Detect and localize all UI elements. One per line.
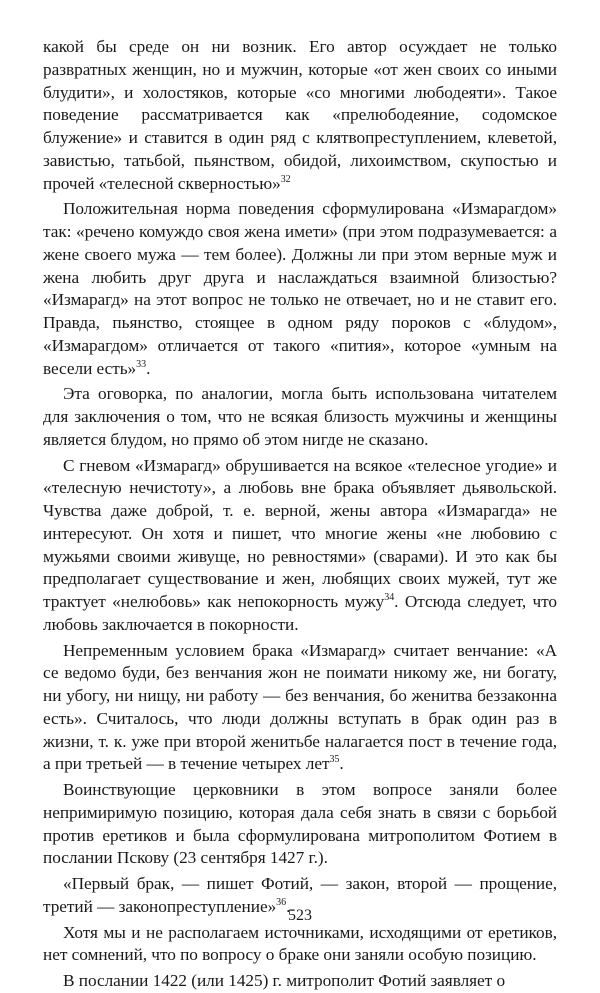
paragraph-8: Хотя мы и не располагаем источниками, исходящими от еретиков, нет сомнений, что по вопросу о браке они заняли особую позицию. bbox=[43, 922, 557, 965]
footnote-ref-33: 33 bbox=[136, 358, 147, 370]
footnote-ref-36: 36 bbox=[276, 896, 287, 908]
paragraph-9: В послании 1422 (или 1425) г. митрополит Фотий заявляет о bbox=[63, 971, 506, 990]
paragraph-4: С гневом «Измарагд» обрушивается на всякое «телесное угодие» и «телесную нечистоту», а любовь вне брака объявляет дьявольской. Чувства даже доброй, т. е. верной, жены автора «Измарагда» не интересуют. Он хотя и пишет, что многие жены «не любовию с мужьями своими живуще, но ревностями» (сварами). И это как бы предполагает существование и жен, любящих своих мужей, тут же трактует «нелюбовь» как непокорность мужу$^{34}$. Отсюда следует, что любовь заключается в покорности. bbox=[43, 455, 557, 634]
paragraph-6: Воинствующие церковники в этом вопросе заняли более непримиримую позицию, которая дала себя знать в связи с борьбой против еретиков и была сформулирована митрополитом Фотием в послании Пскову (23 сентября 1427 г.). bbox=[43, 780, 557, 868]
footnote-ref-35: 35 bbox=[329, 754, 340, 766]
page-number: 523 bbox=[288, 907, 312, 924]
footnote-ref-34: 34 bbox=[384, 592, 395, 604]
body-text bbox=[43, 36, 557, 993]
paragraph-3: Эта оговорка, по аналогии, могла быть использована читателем для заключения о том, что не всякая близость мужчины и женщины является блудом, но прямо об этом нигде не сказано. bbox=[43, 384, 557, 449]
paragraph-7: «Первый брак, — пишет Фотий, — закон, второй — прощение, третий — законопреступление»$^{36}$. bbox=[43, 874, 557, 916]
paragraph-1: какой бы среде он ни возник. Его автор осуждает не только развратных женщин, но и мужчин, которые «от жен своих со иными блудити», и холостяков, которые «со многими любодеяти». Такое поведение рассматривается как «прелюбодеяние, содомское блужение» и ставится в один ряд с клятвопреступлением, клеветой, завистью, татьбой, пьянством, обидой, лихоимством, скупостью и прочей «телесной скверностью»$^{32}$ bbox=[43, 37, 557, 193]
footnote-ref-32: 32 bbox=[280, 173, 291, 185]
paragraph-5: Непременным условием брака «Измарагд» считает венчание: «А се ведомо буди, без венчания жон не поимати никому же, ни богату, ни убогу, ни нищу, ни работу — без венчания, бо женитва беззаконна есть». Считалось, что люди должны вступать в брак один раз в жизни, т. к. уже при второй женитьбе налагается пост в течение года, а при третьей — в течение четырех лет$^{35}$. bbox=[43, 640, 557, 774]
paragraph-2: Положительная норма поведения сформулирована «Измарагдом» так: «речено комуждо своя жена имети» (при этом подразумевается: а жене своего мужа — тем более). Должны ли при этом верные муж и жена любить друг друга и наслаждаться взаимной близостью? «Измарагд» на этот вопрос не только не отвечает, но и не ставит его. Правда, пьянство, стоящее в одном ряду пороков с «блудом», «Измарагдом» отличается от такого «пития», которое «умным на весели есть»$^{33}$. bbox=[43, 199, 557, 378]
